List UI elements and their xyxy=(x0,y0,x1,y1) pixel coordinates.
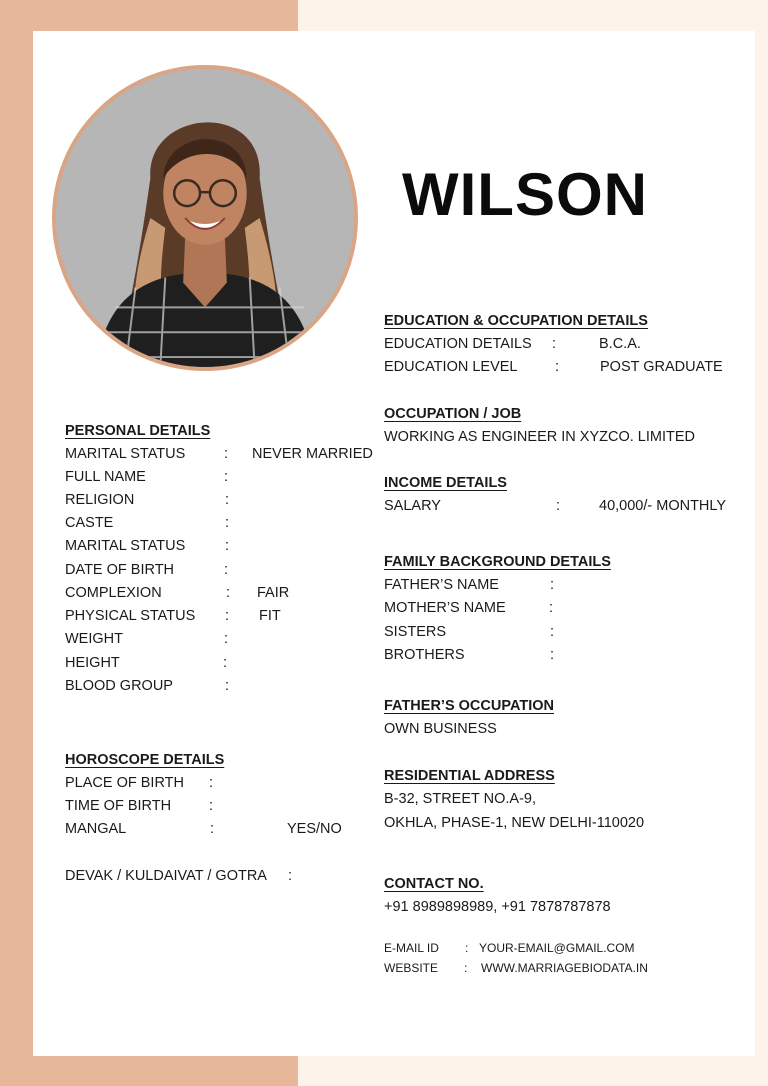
personal-row-label: WEIGHT xyxy=(65,631,123,647)
salary-value: 40,000/- MONTHLY xyxy=(599,498,727,514)
email-sep: : xyxy=(465,941,469,955)
horoscope-row-sep: : xyxy=(209,775,214,791)
personal-row-value: FIT xyxy=(259,608,281,624)
personal-row-label: HEIGHT xyxy=(65,655,120,671)
family-row-sep: : xyxy=(550,624,555,640)
education-details-value: B.C.A. xyxy=(599,336,641,352)
personal-row-sep: : xyxy=(224,562,229,578)
website-label: WEBSITE xyxy=(384,961,439,975)
personal-row-label: MARITAL STATUS xyxy=(65,538,186,554)
family-row-label: BROTHERS xyxy=(384,647,465,663)
horoscope-heading: HOROSCOPE DETAILS xyxy=(65,752,225,768)
personal-row-value: NEVER MARRIED xyxy=(252,446,373,462)
family-row-label: MOTHER’S NAME xyxy=(384,600,506,616)
personal-row-label: RELIGION xyxy=(65,492,135,508)
education-details-sep: : xyxy=(552,336,557,352)
personal-heading: PERSONAL DETAILS xyxy=(65,423,211,439)
occupation-heading: OCCUPATION / JOB xyxy=(384,406,522,422)
horoscope-row-label: TIME OF BIRTH xyxy=(65,798,172,814)
family-row-label: SISTERS xyxy=(384,624,447,640)
occupation-text: WORKING AS ENGINEER IN XYZCO. LIMITED xyxy=(384,429,695,445)
family-row-sep: : xyxy=(549,600,554,616)
address-line-1: B-32, STREET NO.A-9, xyxy=(384,791,537,807)
personal-row-sep: : xyxy=(225,608,230,624)
family-row-label: FATHER’S NAME xyxy=(384,577,499,593)
personal-row-sep: : xyxy=(225,492,230,508)
email-value: YOUR-EMAIL@GMAIL.COM xyxy=(479,941,635,955)
gotra-sep: : xyxy=(288,868,293,884)
education-heading: EDUCATION & OCCUPATION DETAILS xyxy=(384,313,648,329)
email-label: E-MAIL ID xyxy=(384,941,439,955)
income-heading: INCOME DETAILS xyxy=(384,475,507,491)
education-level-sep: : xyxy=(555,359,560,375)
website-value: WWW.MARRIAGEBIODATA.IN xyxy=(481,961,648,975)
father-occupation-text: OWN BUSINESS xyxy=(384,721,497,737)
horoscope-row-value: YES/NO xyxy=(287,821,342,837)
personal-row-label: BLOOD GROUP xyxy=(65,678,173,694)
education-details-label: EDUCATION DETAILS xyxy=(384,336,532,352)
website-sep: : xyxy=(464,961,468,975)
horoscope-row-sep: : xyxy=(209,798,214,814)
contact-phones: +91 8989898989, +91 7878787878 xyxy=(384,899,611,915)
personal-row-label: MARITAL STATUS xyxy=(65,446,186,462)
horoscope-row-label: PLACE OF BIRTH xyxy=(65,775,184,791)
family-heading: FAMILY BACKGROUND DETAILS xyxy=(384,554,611,570)
personal-row-sep: : xyxy=(225,515,230,531)
education-level-value: POST GRADUATE xyxy=(600,359,723,375)
personal-row-label: FULL NAME xyxy=(65,469,146,485)
personal-row-sep: : xyxy=(224,469,229,485)
profile-photo xyxy=(52,65,358,371)
education-level-label: EDUCATION LEVEL xyxy=(384,359,518,375)
salary-label: SALARY xyxy=(384,498,441,514)
family-row-sep: : xyxy=(550,577,555,593)
address-line-2: OKHLA, PHASE-1, NEW DELHI-110020 xyxy=(384,815,645,831)
father-occupation-heading: FATHER’S OCCUPATION xyxy=(384,698,554,714)
personal-row-label: COMPLEXION xyxy=(65,585,162,601)
salary-sep: : xyxy=(556,498,561,514)
horoscope-row-label: MANGAL xyxy=(65,821,127,837)
personal-row-sep: : xyxy=(226,585,231,601)
personal-row-sep: : xyxy=(224,446,229,462)
gotra-label: DEVAK / KULDAIVAT / GOTRA xyxy=(65,868,267,884)
family-row-sep: : xyxy=(550,647,555,663)
personal-row-label: PHYSICAL STATUS xyxy=(65,608,196,624)
profile-name: WILSON xyxy=(402,161,648,228)
personal-row-sep: : xyxy=(225,538,230,554)
contact-heading: CONTACT NO. xyxy=(384,876,484,892)
horoscope-row-sep: : xyxy=(210,821,215,837)
personal-row-label: CASTE xyxy=(65,515,114,531)
address-heading: RESIDENTIAL ADDRESS xyxy=(384,768,555,784)
personal-row-label: DATE OF BIRTH xyxy=(65,562,175,578)
personal-row-sep: : xyxy=(225,678,230,694)
personal-row-sep: : xyxy=(223,655,228,671)
personal-row-sep: : xyxy=(224,631,229,647)
personal-row-value: FAIR xyxy=(257,585,290,601)
